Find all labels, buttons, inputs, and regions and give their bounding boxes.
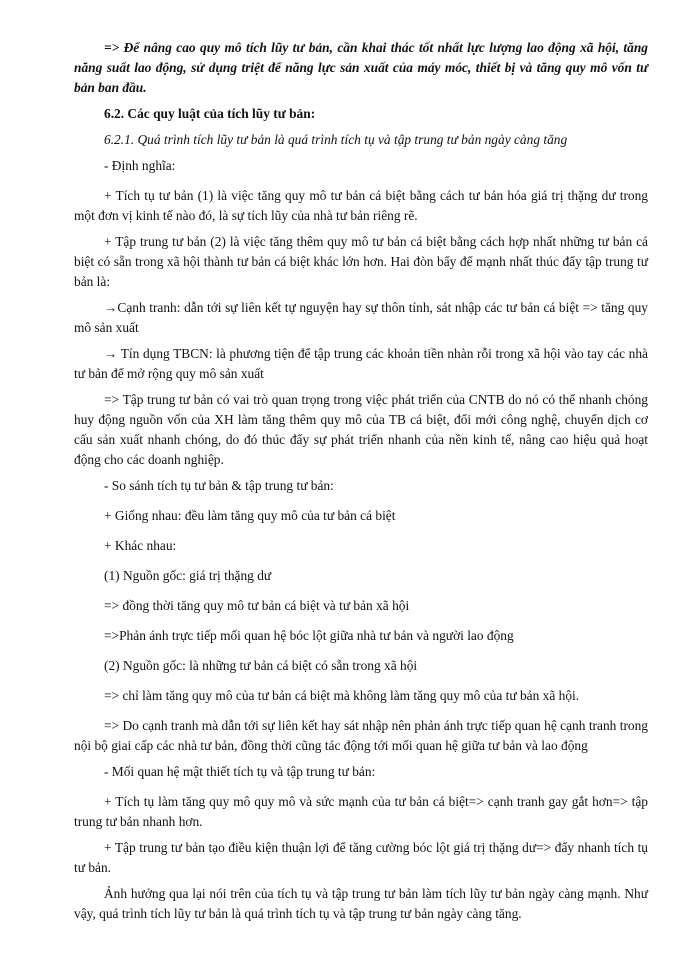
final-conclusion: Ảnh hưởng qua lại nói trên của tích tụ và tập trung tư bản làm tích lũy tư bản ngày càng mạnh. Như vậy, quá trình tích lũy tư bản là quá trình tích tụ và tập trung tư bản ngày càng tăng. bbox=[74, 886, 648, 921]
relation-1: + Tích tụ làm tăng quy mô quy mô và sức mạnh của tư bản cá biệt=> cạnh tranh gay gắt hơn=> tập trung tư bản nhanh hơn. bbox=[74, 794, 648, 829]
concentration-role: => Tập trung tư bản có vai trò quan trọng trong việc phát triển của CNTB do nó có thể nhanh chóng huy động nguồn vốn của XH làm tăng thêm quy mô của TB cá biệt, đổi mới công nghệ, chuyển dịch cơ cấu sản xuất nhanh chóng, do đó thúc đẩy sự phát triển nhanh của nền kinh tế, nâng cao hiệu quả hoạt động cho các doanh nghiệp. bbox=[74, 392, 648, 467]
compare-label: - So sánh tích tụ tư bản & tập trung tư bản: bbox=[104, 478, 334, 493]
subsection-heading: 6.2.1. Quá trình tích lũy tư bản là quá trình tích tụ và tập trung tư bản ngày càng tăng bbox=[104, 132, 568, 147]
origin-1: (1) Nguồn gốc: giá trị thặng dư bbox=[104, 568, 272, 583]
section-heading: 6.2. Các quy luật của tích lũy tư bản: bbox=[104, 106, 316, 121]
accumulation-definition: + Tích tụ tư bản (1) là việc tăng quy mô tư bản cá biệt bằng cách tư bản hóa giá trị thặng dư trong một đơn vị kinh tế nào đó, là sự tích lũy của nhà tư bản riêng rẽ. bbox=[74, 188, 648, 223]
reflect-2: => Do cạnh tranh mà dẫn tới sự liên kết hay sát nhập nên phản ánh trực tiếp quan hệ cạnh tranh trong nội bộ giai cấp các nhà tư bản, đồng thời cũng tác động tới mối quan hệ giữa tư bản và lao động bbox=[74, 718, 648, 753]
relation-2: + Tập trung tư bản tạo điều kiện thuận lợi để tăng cường bóc lột giá trị thặng dư=> đẩy nhanh tích tụ tư bản. bbox=[74, 840, 648, 875]
relation-label: - Mối quan hệ mật thiết tích tụ và tập trung tư bản: bbox=[104, 764, 376, 779]
origin-2: (2) Nguồn gốc: là những tư bản cá biệt có sẵn trong xã hội bbox=[104, 658, 418, 673]
reflect-1: =>Phản ánh trực tiếp mối quan hệ bóc lột giữa nhà tư bản và người lao động bbox=[104, 628, 514, 643]
intro-conclusion: => Để nâng cao quy mô tích lũy tư bản, cần khai thác tốt nhất lực lượng lao động xã hội, tăng năng suất lao động, sử dụng triệt để năng lực sản xuất của máy móc, thiết bị và tăng quy mô vốn tư bản ban đầu. bbox=[74, 40, 648, 95]
difference-label: + Khác nhau: bbox=[104, 538, 177, 553]
similarity: + Giống nhau: đều làm tăng quy mô của tư bản cá biệt bbox=[104, 508, 396, 523]
credit-lever: → Tín dụng TBCN: là phương tiện để tập trung các khoản tiền nhàn rỗi trong xã hội vào tay các nhà tư bản để mở rộng quy mô sản xuất bbox=[74, 346, 648, 381]
result-1: => đồng thời tăng quy mô tư bản cá biệt và tư bản xã hội bbox=[104, 598, 410, 613]
document-page bbox=[74, 38, 648, 930]
result-2: => chỉ làm tăng quy mô của tư bản cá biệt mà không làm tăng quy mô của tư bản xã hội. bbox=[104, 688, 580, 703]
competition-lever: →Cạnh tranh: dẫn tới sự liên kết tự nguyện hay sự thôn tính, sát nhập các tư bản cá biệt => tăng quy mô sản xuất bbox=[74, 300, 648, 335]
definition-label: - Định nghĩa: bbox=[104, 158, 176, 173]
concentration-definition: + Tập trung tư bản (2) là việc tăng thêm quy mô tư bản cá biệt bằng cách hợp nhất những tư bản cá biệt có sẵn trong xã hội thành tư bản cá biệt khác lớn hơn. Hai đòn bẩy để mạnh nhất thúc đẩy tập trung tư bản là: bbox=[74, 234, 648, 289]
